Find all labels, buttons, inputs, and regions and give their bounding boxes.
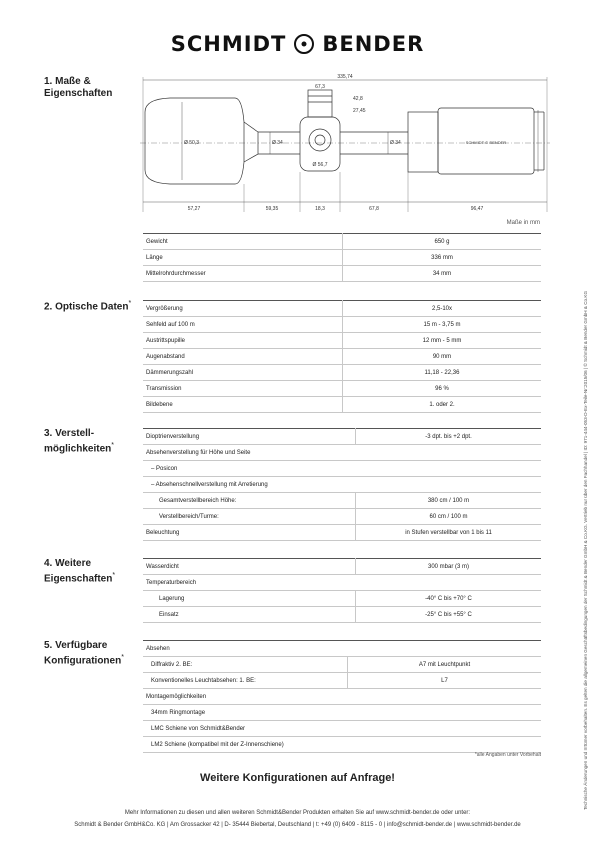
- table-row: [143, 721, 541, 737]
- table-row: [143, 559, 541, 575]
- table-row: [143, 266, 541, 282]
- asterisk: *: [112, 572, 116, 579]
- row-value: 1. oder 2.: [343, 397, 542, 413]
- row-label: Transmission: [143, 381, 343, 397]
- section-title-properties: [44, 558, 115, 585]
- asterisk: *: [121, 654, 124, 661]
- table-row: [143, 705, 541, 721]
- row-value: 12 mm - 5 mm: [343, 333, 542, 349]
- row-value: 300 mbar (3 m): [356, 559, 542, 575]
- row-value: 90 mm: [343, 349, 542, 365]
- row-value: in Stufen verstellbar von 1 bis 11: [356, 525, 542, 541]
- table-row: [143, 591, 541, 607]
- brand-name-right: BENDER: [322, 32, 425, 56]
- section-title-text: 4. Weitere Eigenschaften: [44, 558, 113, 585]
- row-label: LM2 Schiene (kompatibel mit der Z-Innenschiene): [143, 737, 541, 753]
- eyepiece-label: SCHMIDT ⊙ BENDER: [465, 140, 507, 145]
- dim-seg5: 96,47: [470, 206, 484, 212]
- row-label: Gesamtverstellbereich Höhe:: [143, 493, 356, 509]
- legal-sidebar: [583, 170, 591, 810]
- row-value: L7: [348, 673, 542, 689]
- dim-seg2: 59,35: [265, 206, 279, 212]
- row-label: Konventionelles Leuchtabsehen: 1. BE:: [143, 673, 348, 689]
- table-row: [143, 301, 541, 317]
- row-label: Augenabstand: [143, 349, 343, 365]
- row-value: -3 dpt. bis +2 dpt.: [356, 429, 542, 445]
- section-title-configurations: [44, 640, 124, 667]
- table-row: [143, 641, 541, 657]
- table-row: [143, 429, 541, 445]
- row-value: 336 mm: [343, 250, 542, 266]
- row-value: 650 g: [343, 234, 542, 250]
- section-title-text: 5. Verfügbare Konfigurationen: [44, 640, 122, 667]
- row-value: 60 cm / 100 m: [356, 509, 542, 525]
- section-title-dimensions: [44, 76, 112, 100]
- row-label: Dämmerungszahl: [143, 365, 343, 381]
- table-row: [143, 333, 541, 349]
- section-title-text: 3. Verstell- möglichkeiten: [44, 428, 112, 455]
- spec-table-configurations: [143, 640, 541, 753]
- disclaimer-note: *alle Angaben unter Vorbehalt: [474, 752, 541, 758]
- table-row: [143, 397, 541, 413]
- row-label: Länge: [143, 250, 343, 266]
- row-label: LMC Schiene von Schmidt&Bender: [143, 721, 541, 737]
- table-row: [143, 525, 541, 541]
- asterisk: *: [111, 442, 114, 449]
- row-value: 96 %: [343, 381, 542, 397]
- legal-text: Technische Änderungen und Irrtümer vorbehalten. Es gelten die allgemeinen Geschäftsbedingungen der Schmidt & Bender GmbH & Co.KG. Vertrieb nur über den Fachhandel | ID: 971-444-053-D-Ex-Teile-Nr:2015/06 | © Schmidt & Bender GmbH & Co.KG: [583, 290, 588, 810]
- row-value: 11,18 - 22,36: [343, 365, 542, 381]
- dim-turret-top: 67,3: [315, 84, 325, 90]
- row-label: Wasserdicht: [143, 559, 356, 575]
- dim-seg4: 67,8: [369, 206, 379, 212]
- table-row: [143, 250, 541, 266]
- row-label: Absehenverstellung für Höhe und Seite: [143, 445, 541, 461]
- tagline: Weitere Konfigurationen auf Anfrage!: [200, 772, 395, 784]
- row-label: Sehfeld auf 100 m: [143, 317, 343, 333]
- section-title-text: 1. Maße & Eigenschaften: [44, 76, 113, 99]
- dim-total-length: 335,74: [337, 74, 353, 80]
- dim-tube-left: Ø 34: [272, 140, 283, 146]
- row-label: Gewicht: [143, 234, 343, 250]
- section-title-optics: [44, 298, 131, 313]
- row-label: Vergrößerung: [143, 301, 343, 317]
- row-label: Beleuchtung: [143, 525, 356, 541]
- table-row: [143, 689, 541, 705]
- footer-contact: Schmidt & Bender GmbH&Co. KG | Am Grossacker 42 | D- 35444 Biebertal, Deutschland | t: +49 (0) 6409 - 8115 - 0 | info@schmidt-bender.de | www.schmidt-bender.de: [74, 822, 521, 828]
- table-row: [143, 234, 541, 250]
- table-row: [143, 493, 541, 509]
- table-row: [143, 349, 541, 365]
- row-value: 2,5-10x: [343, 301, 542, 317]
- table-row: [143, 673, 541, 689]
- dim-seg3: 18,3: [315, 206, 325, 212]
- unit-note: Maße in mm: [506, 220, 540, 226]
- row-label: Verstellbereich/Turme:: [143, 509, 356, 525]
- footer-info: Mehr Informationen zu diesen und allen weiteren Schmidt&Bender Produkten erhalten Sie auf www.schmidt-bender.de oder unter:: [124, 810, 471, 816]
- table-row: [143, 317, 541, 333]
- table-row: [143, 381, 541, 397]
- row-label: – Posicon: [143, 461, 541, 477]
- dim-objective: Ø 50,3: [184, 140, 200, 146]
- spec-table-properties: [143, 558, 541, 623]
- dim-turret-h2: 27,45: [353, 108, 366, 114]
- row-label: Lagerung: [143, 591, 356, 607]
- table-row: [143, 509, 541, 525]
- spec-table-adjustments: [143, 428, 541, 541]
- row-label: Bildebene: [143, 397, 343, 413]
- brand-reticle-icon: [294, 34, 314, 54]
- table-row: [143, 657, 541, 673]
- table-row: [143, 737, 541, 753]
- table-row: [143, 461, 541, 477]
- table-row: [143, 607, 541, 623]
- dim-tube-right: Ø 34: [390, 140, 401, 146]
- brand-logo: [0, 32, 595, 56]
- row-value: 34 mm: [343, 266, 542, 282]
- table-row: [143, 445, 541, 461]
- row-label: Dioptrienverstellung: [143, 429, 356, 445]
- row-label: Temperaturbereich: [143, 575, 541, 591]
- section-title-text: 2. Optische Daten: [44, 301, 129, 313]
- row-label: Austrittspupille: [143, 333, 343, 349]
- row-value: -25° C bis +55° C: [356, 607, 542, 623]
- row-label: Montagemöglichkeiten: [143, 689, 541, 705]
- table-row: [143, 477, 541, 493]
- row-label: – Absehenschnellverstellung mit Arretierung: [143, 477, 541, 493]
- spec-table-optics: [143, 300, 541, 413]
- row-value: 380 cm / 100 m: [356, 493, 542, 509]
- table-row: [143, 575, 541, 591]
- dim-seg1: 57,27: [187, 206, 201, 212]
- row-value: 15 m - 3,75 m: [343, 317, 542, 333]
- row-label: Mittelrohrdurchmesser: [143, 266, 343, 282]
- row-label: Diffraktiv 2. BE:: [143, 657, 348, 673]
- asterisk: *: [128, 300, 132, 307]
- section-title-adjustments: [44, 428, 114, 455]
- dim-turret-h1: 42,8: [353, 96, 363, 102]
- spec-table-dimensions: [143, 233, 541, 282]
- brand-name-left: SCHMIDT: [170, 32, 287, 56]
- row-label: 34mm Ringmontage: [143, 705, 541, 721]
- table-row: [143, 365, 541, 381]
- dim-turret-body: Ø 56,7: [312, 162, 328, 168]
- row-label: Absehen: [143, 641, 541, 657]
- row-value: -40° C bis +70° C: [356, 591, 542, 607]
- row-value: A7 mit Leuchtpunkt: [348, 657, 542, 673]
- row-label: Einsatz: [143, 607, 356, 623]
- scope-technical-drawing: [140, 72, 550, 222]
